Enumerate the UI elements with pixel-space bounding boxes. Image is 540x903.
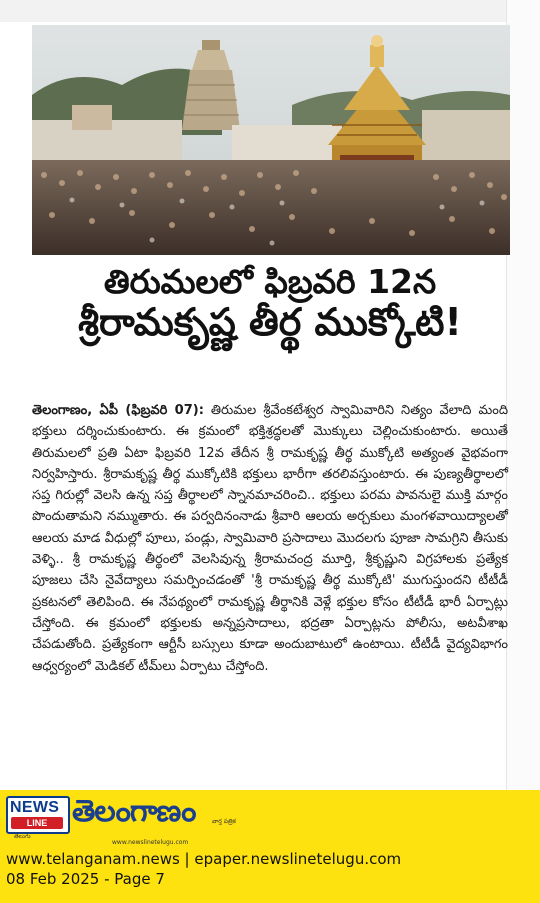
newsline-logo <box>6 796 70 834</box>
top-strip <box>0 0 540 22</box>
footer-banner <box>0 790 540 903</box>
page-edge <box>506 0 540 790</box>
edition-date: 08 Feb 2025 - Page 7 <box>6 870 165 888</box>
headline-line-2: శ్రీరామకృష్ణ తీర్థ ముక్కోటి! <box>78 299 462 344</box>
article-dateline: తెలంగాణం, ఏపీ (ఫిబ్రవరి 07): <box>32 403 204 418</box>
brand-tagline: వార్త పత్రిక <box>212 818 236 825</box>
brand-title: తెలంగాణం <box>72 794 196 829</box>
brand-url: www.newslinetelugu.com <box>112 839 189 846</box>
article-body <box>32 400 508 677</box>
logo-sub-text: తెలుగు <box>14 833 31 840</box>
logo-news-text: NEWS <box>10 799 60 816</box>
logo-line-text: LINE <box>11 817 63 829</box>
headline <box>28 263 512 345</box>
temple-procession-photo <box>32 25 510 255</box>
headline-line-1: తిరుమలలో ఫిబ్రవరి 12న <box>103 262 437 301</box>
site-links: www.telanganam.news | epaper.newslinetelugu.com <box>6 850 402 868</box>
article-text: తిరుమల శ్రీవేంకటేశ్వర స్వామివారిని నిత్యం వేలాది మంది భక్తులు దర్శించుకుంటారు. ఈ క్రమంలో భక్తిశ్రద్ధలతో మొక్కులు చెల్లించుకుంటారు. అయితే తిరుమలలో ప్రతి ఏటా ఫిబ్రవరి 12వ తేదీన శ్రీ రామకృష్ణ తీర్థ ముక్కోటి అత్యంత వైభవంగా నిర్వహిస్తారు. శ్రీరామకృష్ణ తీర్థ ముక్కోటికి భక్తులు భారీగా తరలివస్తుంటారు. ఈ పుణ్యతీర్థాలలో సప్త గిరుల్లో వెలసి ఉన్న సప్త తీర్థాలలో స్నానమాచరించి.. భక్తులు పరమ పావనులై ముక్తి మార్గం పొందుతామని నమ్ముతారు. ఈ పర్వదినంనాడు శ్రీవారి ఆలయ అర్చకులు మంగళవాయిద్యాలతో ఆలయ మాడ వీధుల్లో పూలు, పండ్లు, స్వామివారి ప్రసాదాలు మొదలగు పూజా సామగ్రిని తీసుకు వెళ్ళి.. శ్రీ రామకృష్ణ తీర్థంలో వెలసివున్న శ్రీరామచంద్ర మూర్తి, శ్రీకృష్ణుని విగ్రహాలకు ప్రత్యేక పూజలు చేసి నైవేద్యాలు సమర్పించడంతో 'శ్రీ రామకృష్ణ తీర్థ ముక్కోటి' ముగుస్తుందని టీటీడీ ప్రకటనలో తెలిపింది. ఈ నేపథ్యంలో రామకృష్ణ తీర్థానికి వెళ్లే భక్తుల కోసం టీటీడీ భారీ ఏర్పాట్లు చేస్తోంది. ఈ క్రమంలో భక్తులకు అన్నప్రసాదాలు, భద్రతా ఏర్పాట్లను పోలీసు, అటవీశాఖ చేపడుతోంది. ప్రత్యేకంగా ఆర్టీసీ బస్సులు కూడా అందుబాటులో ఉంటాయి. టీటీడీ వైద్యవిభాగం ఆధ్వర్యంలో మెడికల్ టీమ్‌లు ఏర్పాటు చేస్తోంది. <box>32 403 508 674</box>
